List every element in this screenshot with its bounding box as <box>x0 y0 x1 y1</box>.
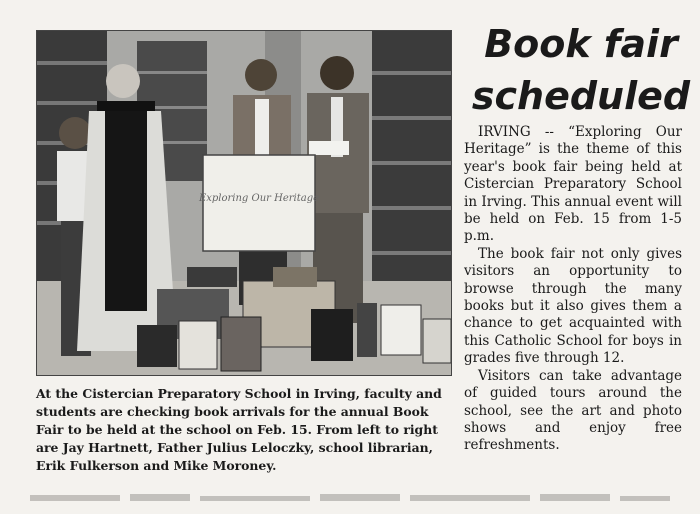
article-paragraph-2: The book fair not only gives visitors an opportunity to browse through the many books but it also gives them a chance to get acquainted with this Catholic School for boys in grades five through 12. <box>464 245 682 367</box>
headline-line-1: Book fair <box>484 22 678 66</box>
headline <box>462 18 700 122</box>
news-photo <box>36 30 452 376</box>
heritage-sign <box>198 155 319 251</box>
article-paragraph-1: IRVING -- “Exploring Our Heritage” is the theme of this year's book fair being held at Cistercian Preparatory School in Irving. This annual event will be held on Feb. 15 from 1-5 p.m. <box>464 124 682 245</box>
photo-caption: At the Cistercian Preparatory School in Irving, faculty and students are checking book arrivals for the annual Book Fair to be held at the school on Feb. 15. From left to right are Jay Hartnett, Father Julius Leloczky, school librarian, Erik Fulkerson and Mike Moroney. <box>36 386 442 473</box>
bleed-through-noise <box>30 490 670 508</box>
sign-text: Exploring Our Heritage <box>198 193 320 204</box>
article-paragraph-3: Visitors can take advantage of guided tours around the school, see the art and photo shows and enjoy free refreshments. <box>464 367 682 454</box>
article-body <box>464 124 682 455</box>
bookshelf-right <box>372 31 451 281</box>
headline-line-2: scheduled <box>471 74 691 118</box>
